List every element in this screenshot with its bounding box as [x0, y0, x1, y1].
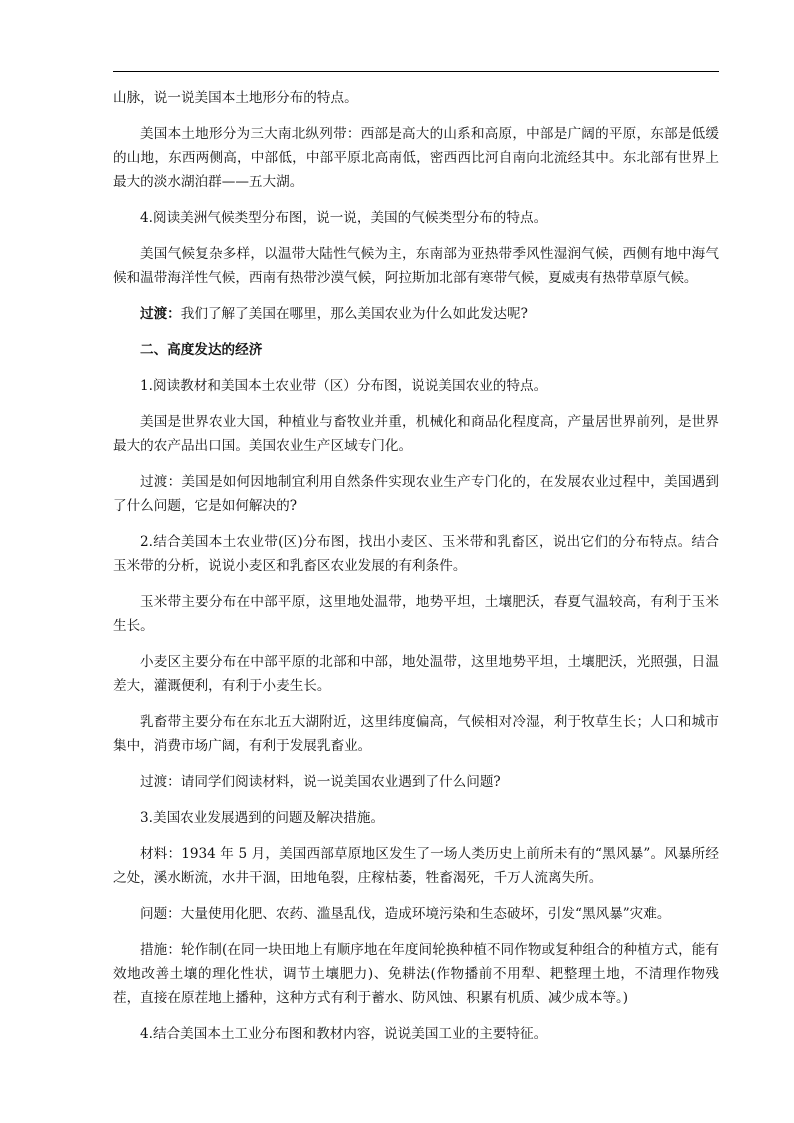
question-item: 2.结合美国本土农业带(区)分布图，找出小麦区、玉米带和乳畜区，说出它们的分布特点。结合玉米带的分析，说说小麦区和乳畜区农业发展的有利条件。: [113, 534, 719, 574]
paragraph: 玉米带主要分布在中部平原，这里地处温带，地势平坦，土壤肥沃，春夏气温较高，有利于玉米生长。: [113, 594, 719, 634]
question-item: 4.结合美国本土工业分布图和教材内容，说说美国工业的主要特征。: [140, 1026, 548, 1042]
question-item: 4.阅读美洲气候类型分布图，说一说，美国的气候类型分布的特点。: [140, 210, 548, 226]
paragraph: 措施：轮作制(在同一块田地上有顺序地在年度间轮换种植不同作物或复种组合的种植方式，能有效地改善土壤的理化性状，调节土壤肥力)、免耕法(作物播前不用犁、耙整理土地，不清理作物残茬，直接在原茬地上播种，这种方式有利于蓄水、防风蚀、积累有机质、减少成本等。): [113, 942, 719, 1006]
paragraph: 材料：1934 年 5 月，美国西部草原地区发生了一场人类历史上前所未有的“黑风暴”。风暴所经之处，溪水断流，水井干涸，田地龟裂，庄稼枯萎，牲畜渴死，千万人流离失所。: [113, 846, 719, 886]
transition-paragraph: [113, 302, 719, 326]
paragraph: 美国是世界农业大国，种植业与畜牧业并重，机械化和商品化程度高，产量居世界前列，是世界最大的农产品出口国。美国农业生产区域专门化。: [113, 414, 719, 454]
transition-label: 过渡：: [140, 306, 181, 322]
paragraph: 过渡：请同学们阅读材料，说一说美国农业遇到了什么问题?: [140, 774, 501, 790]
document-body: [113, 86, 719, 1058]
paragraph: 美国气候复杂多样，以温带大陆性气候为主，东南部为亚热带季风性湿润气候，西侧有地中海气候和温带海洋性气候，西南有热带沙漠气候，阿拉斯加北部有寒带气候，夏威夷有热带草原气候。: [113, 246, 719, 286]
paragraph: 过渡：美国是如何因地制宜利用自然条件实现农业生产专门化的，在发展农业过程中，美国遇到了什么问题，它是如何解决的?: [113, 474, 719, 514]
paragraph: 美国本土地形分为三大南北纵列带：西部是高大的山系和高原，中部是广阔的平原，东部是低缓的山地，东西两侧高，中部低，中部平原北高南低，密西西比河自南向北流经其中。东北部有世界上最大的淡水湖泊群——五大湖。: [113, 126, 719, 190]
document-page: [113, 0, 719, 1123]
paragraph: 山脉，说一说美国本土地形分布的特点。: [113, 90, 358, 106]
paragraph: 乳畜带主要分布在东北五大湖附近，这里纬度偏高，气候相对冷湿，利于牧草生长；人口和城市集中，消费市场广阔，有利于发展乳畜业。: [113, 714, 719, 754]
transition-text: 我们了解了美国在哪里，那么美国农业为什么如此发达呢?: [180, 306, 528, 322]
question-item: 3.美国农业发展遇到的问题及解决措施。: [140, 810, 385, 826]
question-item: 1.阅读教材和美国本土农业带（区）分布图，说说美国农业的特点。: [140, 378, 548, 394]
section-heading: 二、高度发达的经济: [140, 342, 263, 358]
header-rule: [113, 71, 719, 72]
paragraph: 问题：大量使用化肥、农药、滥垦乱伐，造成环境污染和生态破坏，引发“黑风暴”灾难。: [140, 906, 671, 922]
paragraph: 小麦区主要分布在中部平原的北部和中部，地处温带，这里地势平坦，土壤肥沃，光照强，日温差大，灌溉便利，有利于小麦生长。: [113, 654, 719, 694]
